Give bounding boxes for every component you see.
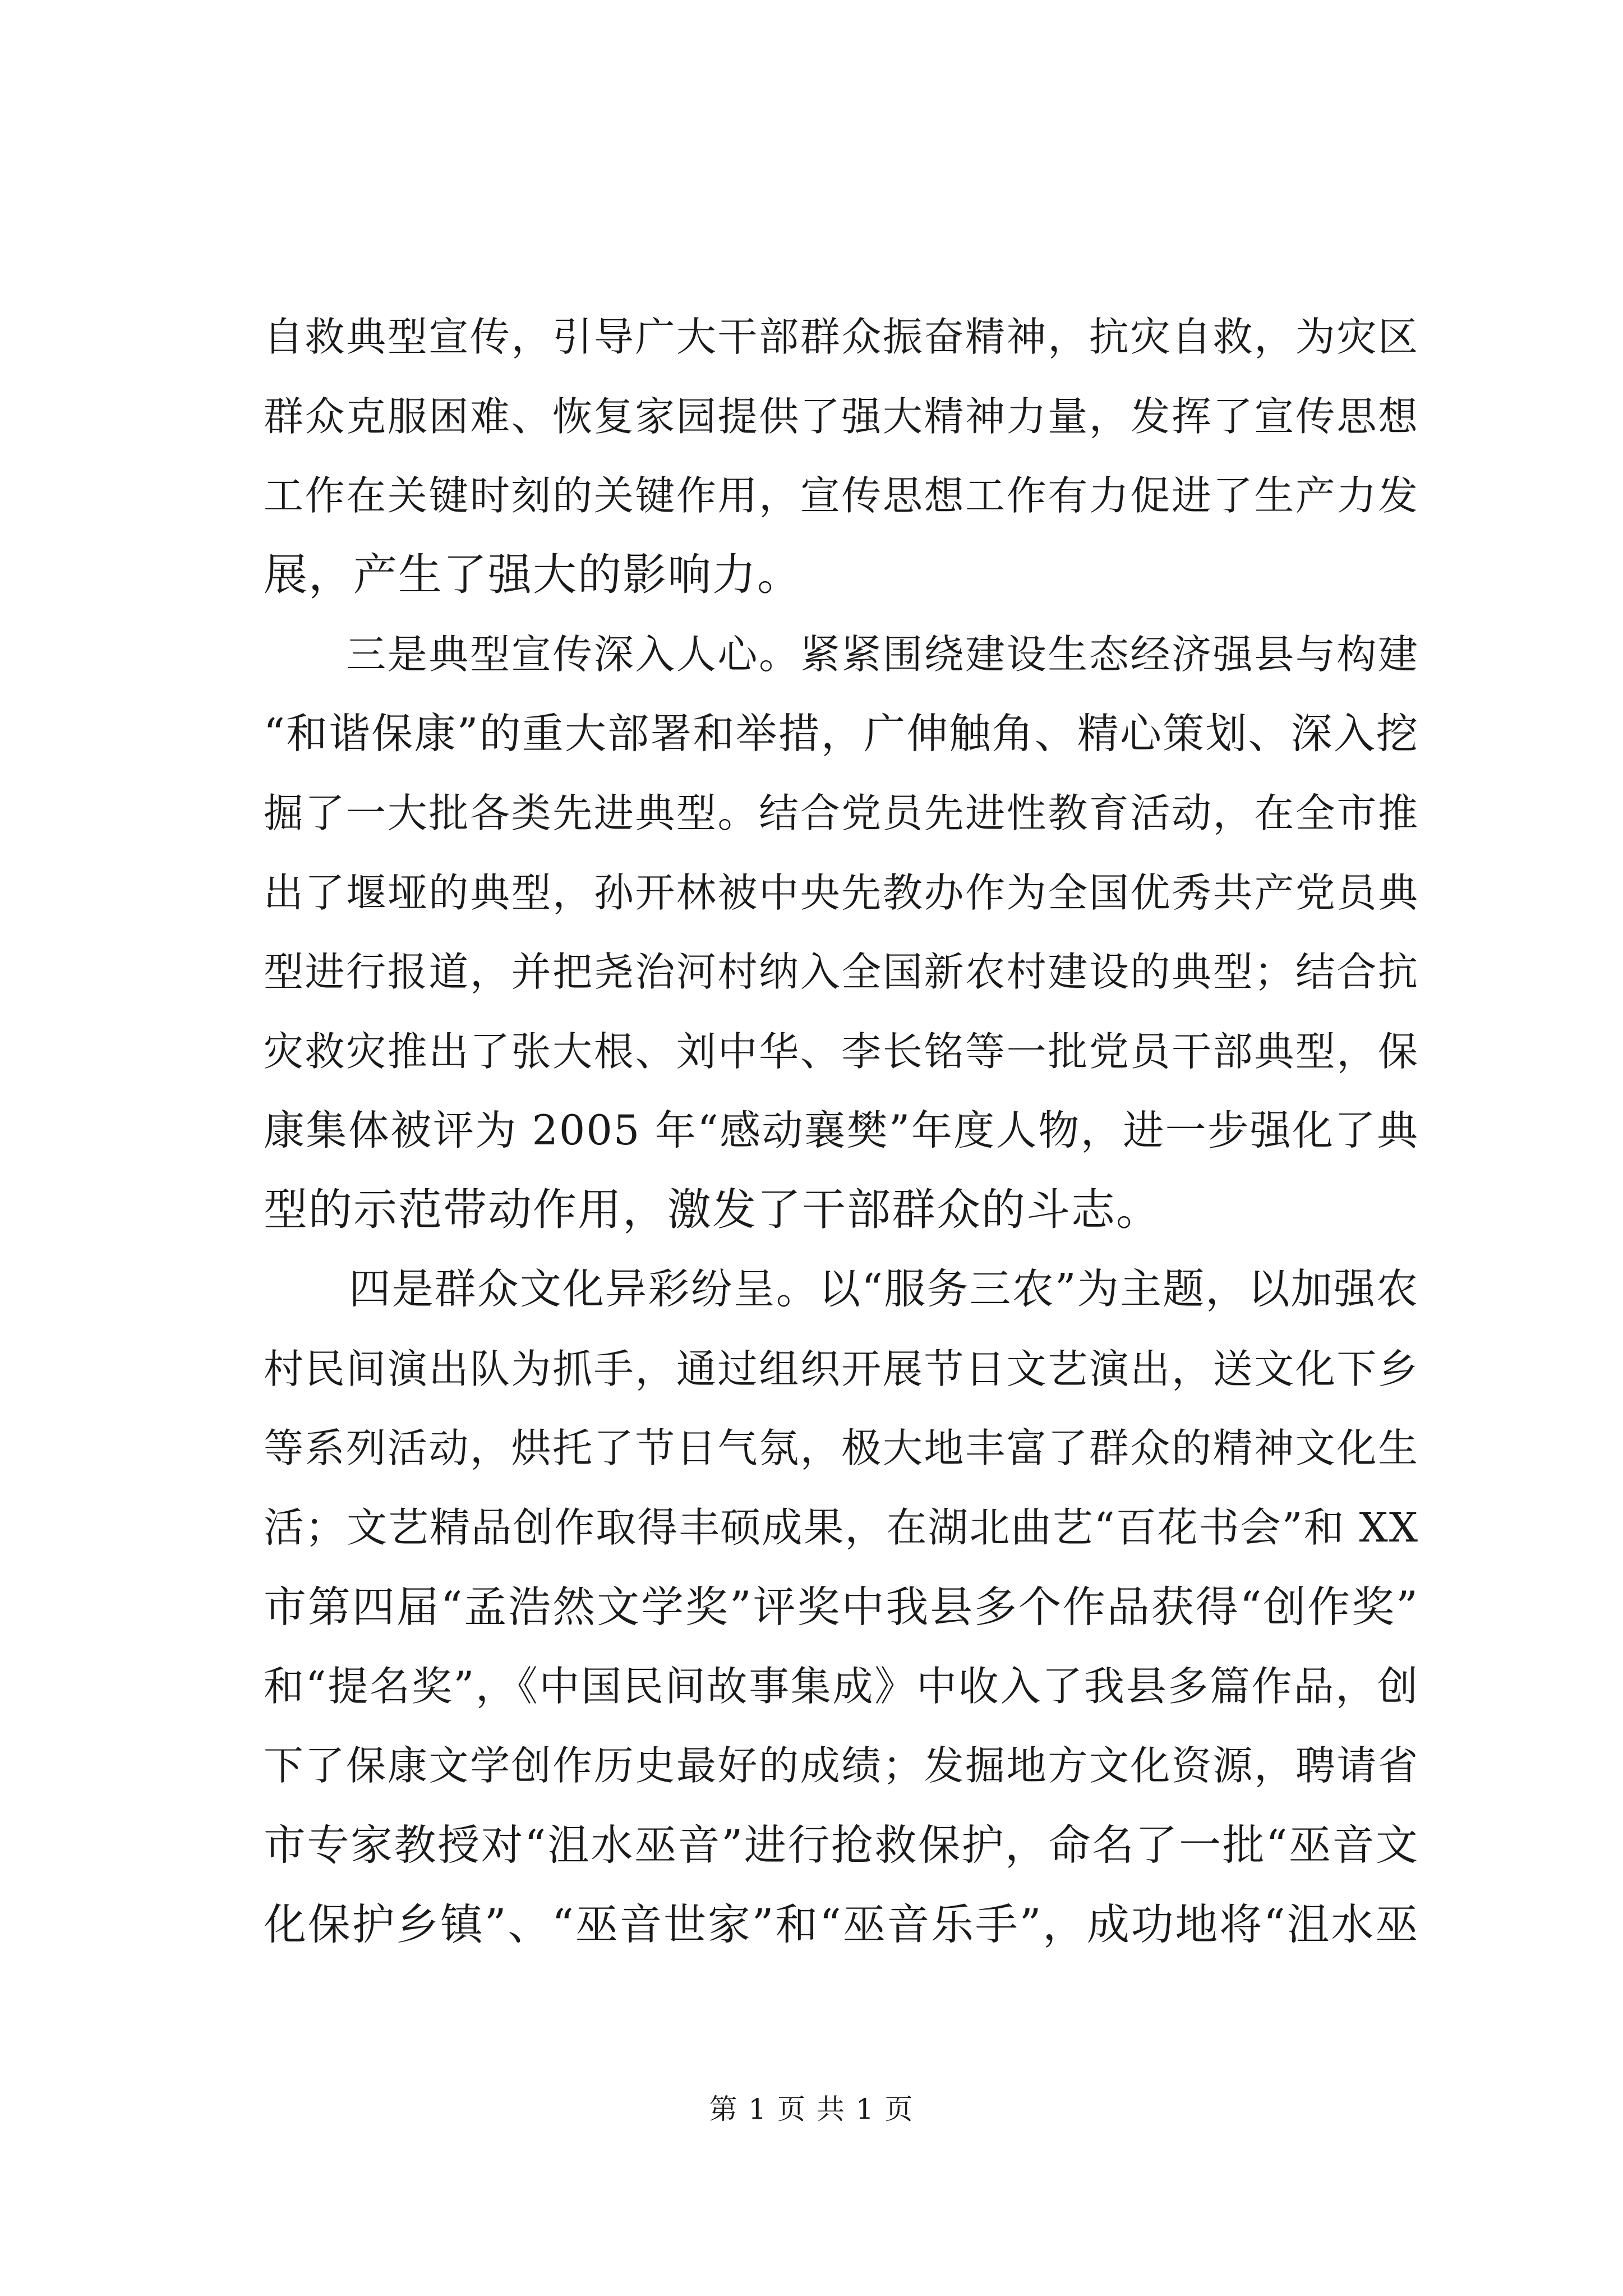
text-line: 市专家教授对“沮水巫音”进行抢救保护，命名了一批“巫音文 <box>264 1820 1419 1870</box>
text-line: 等系列活动，烘托了节日气氛，极大地丰富了群众的精神文化生 <box>264 1425 1419 1471</box>
text-line: 活；文艺精品创作取得丰硕成果，在湖北曲艺“百花书会”和 XX <box>264 1503 1419 1551</box>
text-line: 群众克服困难、恢复家园提供了强大精神力量，发挥了宣传思想 <box>264 393 1419 440</box>
text-line: 型进行报道，并把尧治河村纳入全国新农村建设的典型；结合抗 <box>264 949 1419 995</box>
text-line: 四是群众文化异彩纷呈。以“服务三农”为主题，以加强农 <box>264 1265 1419 1313</box>
text-line: 自救典型宣传，引导广大干部群众振奋精神，抗灾自救，为灾区 <box>264 314 1419 360</box>
text-line: 掘了一大批各类先进典型。结合党员先进性教育活动，在全市推 <box>264 790 1419 836</box>
text-line: 型的示范带动作用，激发了干部群众的斗志。 <box>264 1184 1161 1235</box>
text-line: 下了保康文学创作历史最好的成绩；发掘地方文化资源，聘请省 <box>264 1742 1419 1789</box>
text-line: 展，产生了强大的影响力。 <box>264 549 803 600</box>
text-line: 灾救灾推出了张大根、刘中华、李长铭等一批党员干部典型，保 <box>264 1028 1419 1075</box>
text-line: 康集体被评为 2005 年“感动襄樊”年度人物，进一步强化了典 <box>264 1107 1419 1154</box>
text-line: 出了堰垭的典型，孙开林被中央先教办作为全国优秀共产党员典 <box>264 869 1419 916</box>
body-text <box>264 297 1419 1964</box>
text-line: 和“提名奖”，《中国民间故事集成》中收入了我县多篇作品，创 <box>264 1662 1419 1710</box>
text-line: 市第四届“孟浩然文学奖”评奖中我县多个作品获得“创作奖” <box>264 1582 1419 1632</box>
text-line: 化保护乡镇”、“巫音世家”和“巫音乐手”，成功地将“沮水巫 <box>264 1899 1419 1949</box>
text-line: “和谐保康”的重大部署和举措，广伸触角、精心策划、深入挖 <box>264 709 1419 758</box>
page-footer: 第 1 页 共 1 页 <box>709 2093 914 2125</box>
text-line: 工作在关键时刻的关键作用，宣传思想工作有力促进了生产力发 <box>264 472 1419 519</box>
text-line: 三是典型宣传深入人心。紧紧围绕建设生态经济强县与构建 <box>264 631 1419 678</box>
text-line: 村民间演出队为抓手，通过组织开展节日文艺演出，送文化下乡 <box>264 1345 1419 1392</box>
